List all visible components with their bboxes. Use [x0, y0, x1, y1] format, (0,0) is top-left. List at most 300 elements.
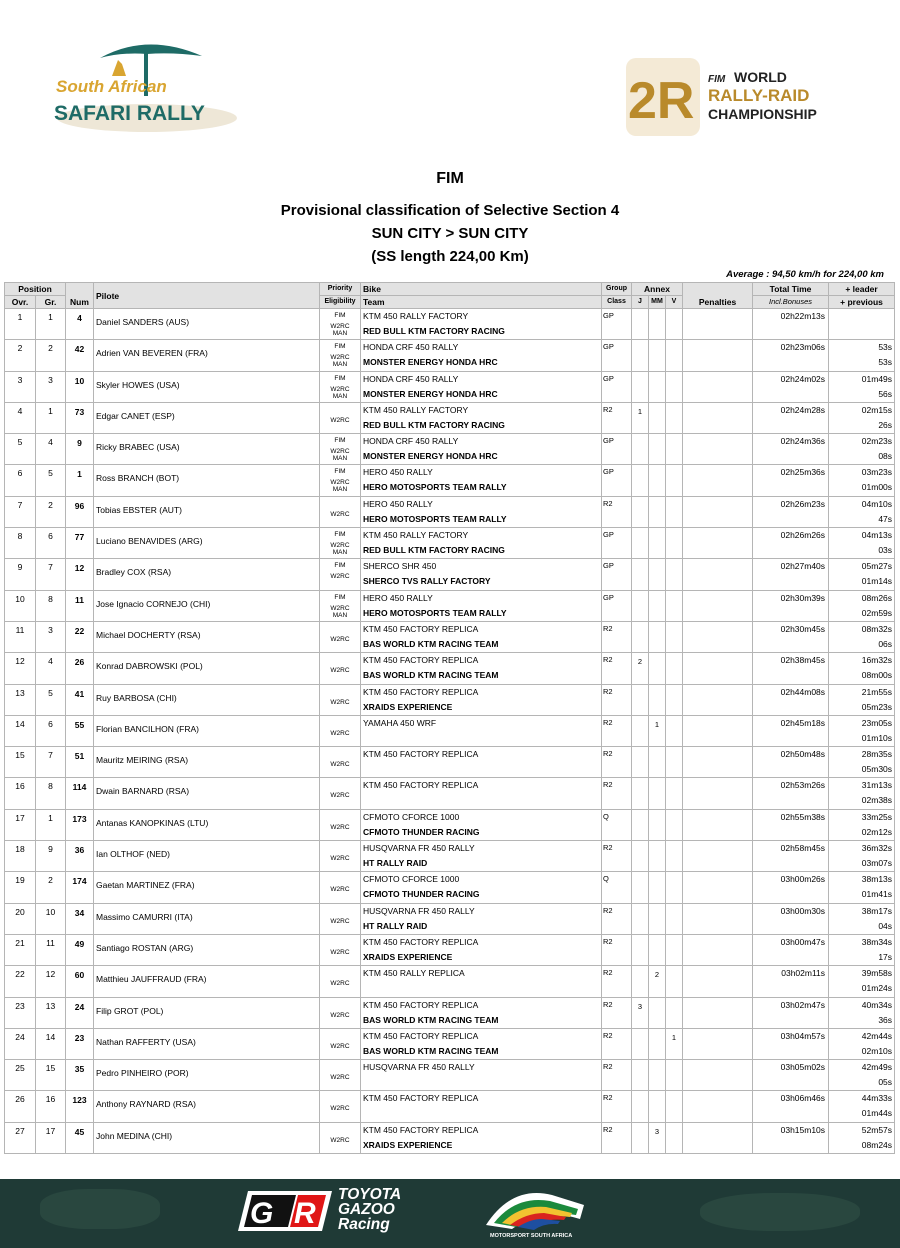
- penalties-value: [683, 590, 753, 621]
- eligibility-value: W2RC: [330, 761, 350, 769]
- group-class: R2: [602, 1028, 632, 1059]
- total-time: 02h45m18s: [753, 715, 829, 746]
- gap-leader: 53s: [878, 342, 893, 353]
- annex-mm: [649, 528, 666, 559]
- priority-header: Priority: [320, 283, 361, 296]
- gap-previous: 08m24s: [861, 1139, 893, 1150]
- gap-leader: 23m05s: [861, 717, 893, 728]
- penalties-value: [683, 465, 753, 496]
- gap-leader: 01m49s: [861, 373, 893, 384]
- group-class: R2: [602, 747, 632, 778]
- annex-mm: [649, 465, 666, 496]
- gap-previous: 01m00s: [861, 482, 893, 493]
- table-row: [5, 496, 895, 527]
- overall-position: 23: [5, 997, 36, 1028]
- eligibility-value: W2RC: [330, 1074, 350, 1082]
- bike-team-cell: [361, 465, 602, 496]
- annex-mm: 3: [649, 1122, 666, 1153]
- annex-v: [666, 340, 683, 371]
- eligibility-value: W2RC: [330, 948, 350, 956]
- group-position: 11: [36, 934, 66, 965]
- team-name: RED BULL KTM FACTORY RACING: [363, 545, 505, 556]
- table-row: [5, 434, 895, 465]
- penalties-value: [683, 1091, 753, 1122]
- pilot-name: Adrien VAN BEVEREN (FRA): [94, 340, 320, 371]
- annex-j: 2: [632, 653, 649, 684]
- gap-cell: [829, 559, 895, 590]
- group-position: 4: [36, 653, 66, 684]
- gap-previous: 17s: [878, 951, 893, 962]
- average-speed: Average : 94,50 km/h for 224,00 km: [726, 269, 884, 280]
- overall-position: 9: [5, 559, 36, 590]
- total-time: 02h26m26s: [753, 528, 829, 559]
- page-title: FIM: [436, 170, 464, 187]
- annex-j: [632, 684, 649, 715]
- penalties-value: [683, 496, 753, 527]
- gap-cell: [829, 496, 895, 527]
- pilot-name: Daniel SANDERS (AUS): [94, 309, 320, 340]
- eligibility-cell: [320, 465, 361, 496]
- gap-previous: 01m10s: [861, 732, 893, 743]
- priority-value: [320, 747, 360, 757]
- table-row: [5, 1028, 895, 1059]
- total-time: 03h00m30s: [753, 903, 829, 934]
- annex-mm: [649, 903, 666, 934]
- gap-previous: 02m10s: [861, 1045, 893, 1056]
- gap-previous: 01m44s: [861, 1108, 893, 1119]
- annex-mm: [649, 309, 666, 340]
- race-number: 41: [66, 684, 94, 715]
- overall-position: 4: [5, 402, 36, 433]
- penalties-value: [683, 934, 753, 965]
- eligibility-cell: [320, 684, 361, 715]
- bike-team-cell: [361, 528, 602, 559]
- bike-team-cell: [361, 496, 602, 527]
- eligibility-cell: [320, 715, 361, 746]
- total-time: 02h50m48s: [753, 747, 829, 778]
- eligibility-value: W2RC: [330, 1136, 350, 1144]
- annex-v-header: V: [666, 296, 683, 309]
- table-row: [5, 309, 895, 340]
- race-number: 34: [66, 903, 94, 934]
- eligibility-cell: [320, 934, 361, 965]
- eligibility-value: W2RC: [330, 855, 350, 863]
- svg-text:South African: South African: [56, 77, 167, 96]
- penalties-value: [683, 809, 753, 840]
- race-number: 60: [66, 966, 94, 997]
- group-position: 9: [36, 841, 66, 872]
- penalties-value: [683, 997, 753, 1028]
- bike-team-cell: [361, 747, 602, 778]
- eligibility-cell: [320, 528, 361, 559]
- bike-model: KTM 450 RALLY FACTORY: [363, 311, 469, 321]
- group-position: 14: [36, 1028, 66, 1059]
- total-time: 03h15m10s: [753, 1122, 829, 1153]
- stage-length: (SS length 224,00 Km): [371, 248, 529, 265]
- annex-v: [666, 621, 683, 652]
- svg-text:R: R: [294, 1197, 316, 1230]
- team-name: BAS WORLD KTM RACING TEAM: [363, 670, 499, 681]
- gap-previous: 08m00s: [861, 670, 893, 681]
- annex-mm: [649, 559, 666, 590]
- group-position: 2: [36, 496, 66, 527]
- eligibility-value: W2RC MAN: [330, 604, 350, 619]
- svg-text:MOTORSPORT SOUTH AFRICA: MOTORSPORT SOUTH AFRICA: [490, 1233, 573, 1239]
- gap-previous: 56s: [878, 388, 893, 399]
- bike-team-cell: [361, 872, 602, 903]
- total-time: 02h24m02s: [753, 371, 829, 402]
- group-class: R2: [602, 496, 632, 527]
- gap-leader: 33m25s: [861, 811, 893, 822]
- gap-cell: [829, 872, 895, 903]
- leader-header: + leader: [829, 283, 895, 296]
- penalties-value: [683, 402, 753, 433]
- bike-team-cell: [361, 621, 602, 652]
- gap-previous: 02m59s: [861, 607, 893, 618]
- previous-header: + previous: [829, 296, 895, 309]
- bike-team-cell: [361, 934, 602, 965]
- group-position: 2: [36, 340, 66, 371]
- group-class: GP: [602, 528, 632, 559]
- annex-mm: [649, 934, 666, 965]
- gap-cell: [829, 590, 895, 621]
- group-class: Q: [602, 872, 632, 903]
- table-row: [5, 1122, 895, 1153]
- gap-cell: [829, 434, 895, 465]
- group-class: R2: [602, 684, 632, 715]
- group-class: R2: [602, 402, 632, 433]
- penalties-value: [683, 715, 753, 746]
- priority-value: FIM: [334, 343, 346, 351]
- gap-previous: 02m38s: [861, 795, 893, 806]
- eligibility-cell: [320, 371, 361, 402]
- annex-v: [666, 371, 683, 402]
- bike-team-cell: [361, 653, 602, 684]
- annex-j-header: J: [632, 296, 649, 309]
- gap-previous: 06s: [878, 638, 893, 649]
- table-row: [5, 340, 895, 371]
- team-name: RED BULL KTM FACTORY RACING: [363, 326, 505, 336]
- annex-j: [632, 841, 649, 872]
- race-number: 35: [66, 1060, 94, 1091]
- overall-position: 11: [5, 621, 36, 652]
- table-row: [5, 590, 895, 621]
- svg-text:CHAMPIONSHIP: CHAMPIONSHIP: [708, 106, 817, 122]
- overall-position: 5: [5, 434, 36, 465]
- table-row: [5, 559, 895, 590]
- overall-position: 3: [5, 371, 36, 402]
- race-number: 45: [66, 1122, 94, 1153]
- table-row: [5, 872, 895, 903]
- eligibility-value: W2RC: [330, 729, 350, 737]
- eligibility-value: W2RC: [330, 416, 350, 424]
- team-name: BAS WORLD KTM RACING TEAM: [363, 638, 499, 649]
- annex-v: [666, 528, 683, 559]
- annex-v: [666, 434, 683, 465]
- priority-value: FIM: [334, 374, 346, 382]
- team-name: BAS WORLD KTM RACING TEAM: [363, 1045, 499, 1056]
- bike-model: KTM 450 FACTORY REPLICA: [363, 936, 479, 947]
- pilot-name: Mauritz MEIRING (RSA): [94, 747, 320, 778]
- priority-value: [320, 778, 360, 788]
- table-row: [5, 966, 895, 997]
- gap-cell: [829, 528, 895, 559]
- group-position: 1: [36, 402, 66, 433]
- table-row: [5, 653, 895, 684]
- group-class: R2: [602, 621, 632, 652]
- gap-cell: [829, 903, 895, 934]
- table-row: [5, 747, 895, 778]
- group-position: 5: [36, 684, 66, 715]
- penalties-header: Penalties: [683, 283, 753, 309]
- annex-j: [632, 340, 649, 371]
- eligibility-value: W2RC MAN: [330, 542, 350, 557]
- gap-cell: [829, 1122, 895, 1153]
- team-name: BAS WORLD KTM RACING TEAM: [363, 1014, 499, 1025]
- bike-model: CFMOTO CFORCE 1000: [363, 811, 460, 822]
- gap-cell: [829, 997, 895, 1028]
- position-header: Position: [5, 283, 66, 296]
- team-name: HT RALLY RAID: [363, 858, 428, 869]
- priority-value: [320, 653, 360, 663]
- total-time: 03h00m26s: [753, 872, 829, 903]
- svg-text:2R: 2R: [628, 72, 695, 130]
- pilot-name: Ross BRANCH (BOT): [94, 465, 320, 496]
- race-number: 73: [66, 402, 94, 433]
- pilot-name: Florian BANCILHON (FRA): [94, 715, 320, 746]
- annex-j: [632, 434, 649, 465]
- bike-model: KTM 450 FACTORY REPLICA: [363, 1124, 479, 1135]
- annex-j: [632, 747, 649, 778]
- gap-cell: [829, 966, 895, 997]
- safari-rally-logo: [52, 36, 237, 136]
- priority-value: [320, 810, 360, 820]
- penalties-value: [683, 1060, 753, 1091]
- annex-v: [666, 903, 683, 934]
- bike-model: KTM 450 RALLY FACTORY: [363, 530, 469, 541]
- table-row: [5, 1091, 895, 1122]
- bike-team-cell: [361, 1091, 602, 1122]
- bike-model: HUSQVARNA FR 450 RALLY: [363, 905, 475, 916]
- gap-leader: 08m32s: [861, 623, 893, 634]
- total-time: 03h02m47s: [753, 997, 829, 1028]
- bike-team-cell: [361, 903, 602, 934]
- pilot-name: Filip GROT (POL): [94, 997, 320, 1028]
- gap-previous: 03m07s: [861, 858, 893, 869]
- team-name: CFMOTO THUNDER RACING: [363, 889, 480, 900]
- gap-cell: [829, 653, 895, 684]
- pilot-name: Anthony RAYNARD (RSA): [94, 1091, 320, 1122]
- bike-model: HERO 450 RALLY: [363, 498, 433, 509]
- bike-model: KTM 450 RALLY REPLICA: [363, 968, 465, 979]
- annex-mm: [649, 684, 666, 715]
- annex-v: [666, 966, 683, 997]
- bike-model: KTM 450 FACTORY REPLICA: [363, 999, 479, 1010]
- eligibility-value: W2RC MAN: [330, 323, 350, 337]
- bike-team-cell: [361, 402, 602, 433]
- race-number: 26: [66, 653, 94, 684]
- eligibility-value: W2RC MAN: [330, 479, 350, 494]
- pilot-name: Nathan RAFFERTY (USA): [94, 1028, 320, 1059]
- group-class: R2: [602, 1060, 632, 1091]
- penalties-value: [683, 528, 753, 559]
- eligibility-cell: [320, 872, 361, 903]
- annex-header: Annex: [632, 283, 683, 296]
- bike-model: KTM 450 FACTORY REPLICA: [363, 780, 479, 791]
- gap-cell: [829, 1060, 895, 1091]
- group-class: R2: [602, 997, 632, 1028]
- bike-header: Bike: [361, 283, 602, 296]
- annex-mm: [649, 1091, 666, 1122]
- annex-j: [632, 966, 649, 997]
- group-position: 8: [36, 590, 66, 621]
- group-header: Group: [602, 283, 632, 296]
- annex-mm: [649, 841, 666, 872]
- annex-mm: [649, 621, 666, 652]
- eligibility-cell: [320, 1060, 361, 1091]
- group-class: R2: [602, 934, 632, 965]
- penalties-value: [683, 309, 753, 340]
- eligibility-cell: [320, 309, 361, 340]
- sponsor-footer: [0, 1179, 900, 1248]
- penalties-value: [683, 684, 753, 715]
- gap-leader: 38m17s: [861, 905, 893, 916]
- bike-model: HUSQVARNA FR 450 RALLY: [363, 1062, 475, 1073]
- incl-bonuses-header: Incl.Bonuses: [753, 296, 829, 309]
- race-number: 55: [66, 715, 94, 746]
- group-class: R2: [602, 1091, 632, 1122]
- bike-model: KTM 450 FACTORY REPLICA: [363, 655, 479, 666]
- results-body: [5, 309, 895, 1154]
- overall-position: 14: [5, 715, 36, 746]
- group-position: 6: [36, 528, 66, 559]
- race-number: 174: [66, 872, 94, 903]
- gap-cell: [829, 309, 895, 340]
- group-class: GP: [602, 309, 632, 340]
- overall-position: 24: [5, 1028, 36, 1059]
- ovr-header: Ovr.: [5, 296, 36, 309]
- gap-leader: 42m49s: [861, 1062, 893, 1073]
- total-time: 02h58m45s: [753, 841, 829, 872]
- priority-value: [320, 935, 360, 945]
- gap-leader: 16m32s: [861, 655, 893, 666]
- annex-v: [666, 934, 683, 965]
- annex-v: 1: [666, 1028, 683, 1059]
- gap-leader: 02m15s: [861, 404, 893, 415]
- route-title: SUN CITY > SUN CITY: [371, 225, 529, 242]
- priority-value: FIM: [334, 531, 346, 539]
- overall-position: 17: [5, 809, 36, 840]
- total-time: 02h24m36s: [753, 434, 829, 465]
- penalties-value: [683, 778, 753, 809]
- pilot-name: John MEDINA (CHI): [94, 1122, 320, 1153]
- penalties-value: [683, 434, 753, 465]
- pilot-name: Edgar CANET (ESP): [94, 402, 320, 433]
- team-name: CFMOTO THUNDER RACING: [363, 826, 480, 837]
- gap-cell: [829, 1091, 895, 1122]
- annex-v: [666, 809, 683, 840]
- annex-v: [666, 997, 683, 1028]
- eligibility-cell: [320, 1122, 361, 1153]
- gap-leader: 52m57s: [861, 1124, 893, 1135]
- overall-position: 16: [5, 778, 36, 809]
- eligibility-cell: [320, 496, 361, 527]
- eligibility-cell: [320, 841, 361, 872]
- bike-model: HONDA CRF 450 RALLY: [363, 342, 459, 353]
- annex-j: [632, 496, 649, 527]
- annex-v: [666, 309, 683, 340]
- eligibility-value: W2RC: [330, 1042, 350, 1050]
- gap-leader: 38m34s: [861, 936, 893, 947]
- overall-position: 21: [5, 934, 36, 965]
- gap-previous: 26s: [878, 419, 893, 430]
- bike-model: KTM 450 FACTORY REPLICA: [363, 1030, 479, 1041]
- overall-position: 1: [5, 309, 36, 340]
- annex-mm: 2: [649, 966, 666, 997]
- pilot-name: Bradley COX (RSA): [94, 559, 320, 590]
- annex-mm-header: MM: [649, 296, 666, 309]
- gap-previous: 01m14s: [861, 576, 893, 587]
- annex-v: [666, 496, 683, 527]
- team-name: XRAIDS EXPERIENCE: [363, 1139, 453, 1150]
- annex-j: [632, 1091, 649, 1122]
- overall-position: 18: [5, 841, 36, 872]
- team-name: HT RALLY RAID: [363, 920, 428, 931]
- gap-previous: 02m12s: [861, 826, 893, 837]
- annex-mm: 1: [649, 715, 666, 746]
- eligibility-value: W2RC: [330, 698, 350, 706]
- bike-model: KTM 450 RALLY FACTORY: [363, 404, 469, 415]
- team-name: MONSTER ENERGY HONDA HRC: [363, 388, 498, 399]
- annex-mm: [649, 434, 666, 465]
- overall-position: 2: [5, 340, 36, 371]
- table-row: [5, 841, 895, 872]
- total-time-header: Total Time: [753, 283, 829, 296]
- annex-v: [666, 653, 683, 684]
- eligibility-header: Eligibility: [320, 296, 361, 309]
- group-class: R2: [602, 966, 632, 997]
- race-number: 42: [66, 340, 94, 371]
- annex-mm: [649, 653, 666, 684]
- bike-team-cell: [361, 684, 602, 715]
- table-row: [5, 715, 895, 746]
- total-time: 03h00m47s: [753, 934, 829, 965]
- group-position: 8: [36, 778, 66, 809]
- total-time: 02h26m23s: [753, 496, 829, 527]
- total-time: 03h02m11s: [753, 966, 829, 997]
- eligibility-cell: [320, 434, 361, 465]
- gap-leader: 04m13s: [861, 530, 893, 541]
- group-position: 10: [36, 903, 66, 934]
- annex-mm: [649, 872, 666, 903]
- team-name: HERO MOTOSPORTS TEAM RALLY: [363, 513, 507, 524]
- gap-cell: [829, 715, 895, 746]
- total-time: 02h30m39s: [753, 590, 829, 621]
- pilot-name: Ricky BRABEC (USA): [94, 434, 320, 465]
- total-time: 02h30m45s: [753, 621, 829, 652]
- team-name: SHERCO TVS RALLY FACTORY: [363, 576, 491, 587]
- race-number: 4: [66, 309, 94, 340]
- priority-value: FIM: [334, 468, 346, 476]
- annex-mm: [649, 1060, 666, 1091]
- svg-text:WORLD: WORLD: [734, 69, 787, 85]
- gap-previous: 36s: [878, 1014, 893, 1025]
- group-position: 15: [36, 1060, 66, 1091]
- group-class: GP: [602, 590, 632, 621]
- eligibility-value: W2RC MAN: [330, 448, 350, 463]
- gap-cell: [829, 747, 895, 778]
- priority-value: [320, 872, 360, 882]
